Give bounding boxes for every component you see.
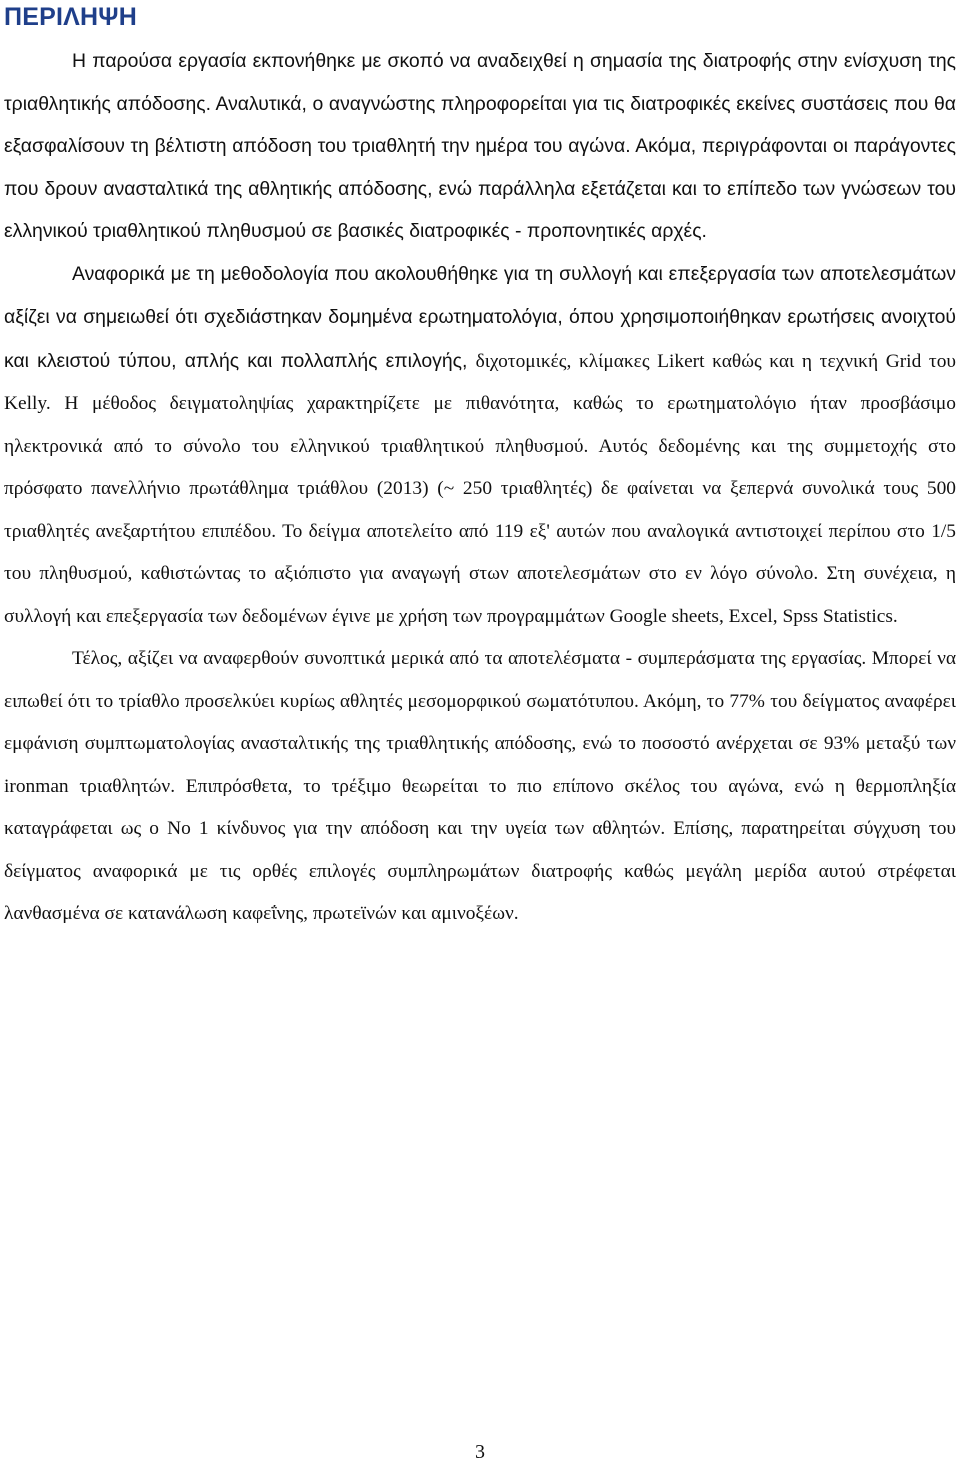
paragraph-methodology-part2: διχοτομικές, κλίμακες Likert καθώς και η τεχνική Grid του Kelly. Η μέθοδος δειγματοληψίας χαρακτηρίζετε με πιθανότητα, καθώς το ερωτηματολόγιο ήταν προσβάσιμο ηλεκτρονικά από το σύνολο του ελληνικού τριαθλητικού πληθυσμού. Αυτός δεδομένης και της συμμετοχής στο πρόσφατο πανελλήνιο πρωτάθλημα τριάθλου (2013) (~ 250 τριαθλητές) δε φαίνεται να ξεπερνά συνολικά τους 500 τριαθλητές ανεξαρτήτου επιπέδου. Το δείγμα αποτελείτο από 119 εξ' αυτών που αναλογικά αντιστοιχεί περίπου στο 1/5 του πληθυσμού, καθιστώντας το αξιόπιστο για αναγωγή στων αποτελεσμάτων στο εν λόγο σύνολο. Στη συνέχεια, η συλλογή και επεξεργασία των δεδομένων έγινε με χρήση των προγραμμάτων Google sheets, Excel, Spss Statistics. [4,350,956,627]
page-number: 3 [475,1441,485,1463]
paragraph-methodology-part1: Αναφορικά με τη μεθοδολογία που ακολουθήθηκε για τη συλλογή και επεξεργασία των αποτελεσμάτων αξίζει να σημειωθεί ότι σχεδιάστηκαν δομημένα ερωτηματολόγια, όπου χρησιμοποιήθηκαν ερωτήσεις ανοιχτού και κλειστού τύπου, απλής και πολλαπλής επιλογής, [4,262,956,372]
paragraph-methodology [4,253,956,639]
paragraph-introduction: Η παρούσα εργασία εκπονήθηκε με σκοπό να αναδειχθεί η σημασία της διατροφής στην ενίσχυση της τριαθλητικής απόδοσης. Αναλυτικά, ο αναγνώστης πληροφορείται για τις διατροφικές εκείνες συστάσεις που θα εξασφαλίσουν τη βέλτιστη απόδοση του τριαθλητή την ημέρα του αγώνα. Ακόμα, περιγράφονται οι παράγοντες που δρουν ανασταλτικά της αθλητικής απόδοσης, ενώ παράλληλα εξετάζεται και το επίπεδο των γνώσεων του ελληνικού τριαθλητικού πληθυσμού σε βασικές διατροφικές - προπονητικές αρχές. [4,50,956,242]
paragraph-conclusions: Τέλος, αξίζει να αναφερθούν συνοπτικά μερικά από τα αποτελέσματα - συμπεράσματα της εργασίας. Μπορεί να ειπωθεί ότι το τρίαθλο προσελκύει κυρίως αθλητές μεσομορφικού σωματότυπου. Ακόμη, το 77% του δείγματος αναφέρει εμφάνιση συμπτωματολογίας ανασταλτικής της τριαθλητικής απόδοσης, ενώ το ποσοστό ανέρχεται σε 93% μεταξύ των ironman τριαθλητών. Επιπρόσθετα, το τρέξιμο θεωρείται το πιο επίπονο σκέλος του αγώνα, ενώ η θερμοπληξία καταγράφεται ως ο No 1 κίνδυνος για την απόδοση και την υγεία των αθλητών. Επίσης, παρατηρείται σύγχυση του δείγματος αναφορικά με τις ορθές επιλογές συμπληρωμάτων διατροφής καθώς μεγάλη μερίδα αυτού στρέφεται λανθασμένα σε κατανάλωση καφεΐνης, πρωτεϊνών και αμινοξέων. [4,648,956,924]
abstract-body [4,40,956,936]
page-title: ΠΕΡΙΛΗΨΗ [4,3,137,31]
